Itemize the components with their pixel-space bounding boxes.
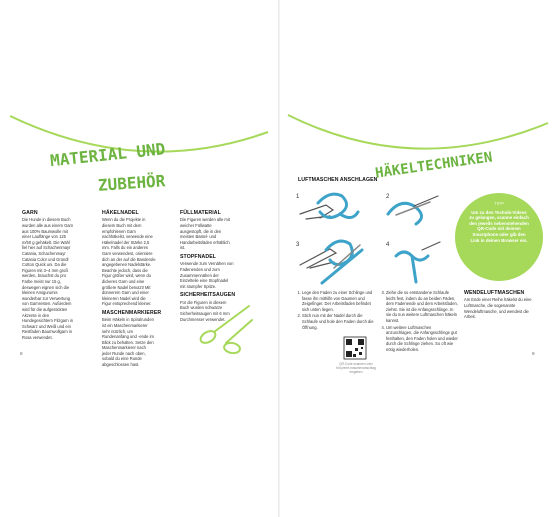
left-title-line1: MATERIAL UND — [49, 139, 167, 171]
heading-stopfnadel: STOPFNADEL — [180, 253, 217, 260]
step-1-text: 1. Lege den Faden zu einer Schlinge und fasse ihn mithilfe von Daumen und Zeigefinger. Der Arbeitsfaden befindet sich unten liegen. — [302, 290, 374, 312]
qr-code-icon — [344, 337, 366, 359]
step2-illustration — [300, 241, 362, 283]
step1-illustration — [300, 194, 358, 219]
step3-illustration — [388, 196, 438, 224]
heading-garn: GARN — [22, 210, 38, 216]
step1-number: 1 — [296, 194, 300, 200]
qr-note: QR-Code scannen oder bit.ly/emf-maschenanschlag eingeben — [336, 362, 376, 375]
heading-wendeluftmaschen: WENDELUFTMASCHEN — [464, 290, 525, 296]
steps-right-column — [378, 290, 458, 354]
right-title: HÄKELTECHNIKEN — [374, 149, 494, 182]
page-number-left: 8 — [20, 351, 23, 356]
text-haekelnadel: Wenn du die Projekte in diesem Buch mit dem empfohlenen Garn nachhäkelst, verwende eine Häkelnadel der Stärke 2,5 mm. Falls du ein anderes Garn verwendest, orientiere dich an der auf die Banderole angegebenen Nadelstärke. Beachte jedoch, dass die Figur größer wird, wenn du dickeres Garn und eine größere Nadel benutzt! Mit dünnerem Garn und einer kleineren Nadel wird die Figur entsprechend kleiner. — [102, 217, 156, 307]
step4-number: 4 — [386, 242, 390, 248]
heading-sicherheitsaugen: SICHERHEITSAUGEN — [180, 292, 236, 299]
step3-number: 2 — [386, 194, 390, 200]
heading-maschenmarkierer: MASCHENMARKIERER — [102, 309, 162, 316]
left-title-line2: ZUBEHÖR — [97, 171, 166, 195]
text-maschenmarkierer: Beim Häkeln in Spiralrunden ist ein Maschenmarkierer sehr nützlich, um Rundenanfang und -ende im Blick zu behalten. Setze den Maschenmarkierer nach jeder Runde nach oben, sobald du eine Runde abgeschlossen hast. — [102, 317, 154, 368]
text-garn: Die Hunde in diesem Buch wurden alle aus einem Garn aus 100% Baumwolle mit einer Lauflänge von 125 m/50 g gehäkelt. Die Wahl fiel hier auf Schachenmayr Catania, Schachenmayr Catania Color und Gründl Cotton Quick uni. Da die Figuren mit 3–4 mm groß werden, brauchst du pro Farbe meist nur 15 g, deswegen eignen sich die kleinen Amigurumis wunderbar zur Verwertung von Garnresten. Außerdem wird für die aufgestickten Akzente in den Hundegesichtern Filzgarn in Schwarz und Weiß und ein Restfaden Baumwollgarn in Rosa verwendet. — [22, 217, 74, 340]
column-wendeluftmaschen — [464, 290, 540, 323]
text-wendeluftmaschen: Am Ende einer Reihe häkelst du eine Luftmasche, die sogenannte Wendeluftmasche, und wendest die Arbeit. — [464, 297, 532, 320]
heading-fuellmaterial: FÜLLMATERIAL — [180, 210, 221, 216]
text-stopfnadel: Verwende zum Vernähen von Fadenenden und zum Zusammennähen der Einzelteile eine Stopfnadel mit stumpfer Spitze. — [180, 261, 234, 289]
step4-illustration — [396, 242, 440, 282]
step2-number: 3 — [296, 242, 300, 248]
column-fuellmaterial — [180, 210, 234, 325]
text-sicherheitsaugen: Für die Figuren in diesem Buch wurden schwarze Sicherheitsaugen mit 6 mm Durchmesser verwendet. — [180, 299, 230, 322]
tip-text: Um zu den Technik-Videos zu gelangen, scanne einfach den jeweils nebenstehenden QR-Code mit deinem Smartphone oder gib den Link in deinen Browser ein. — [469, 209, 529, 243]
heading-luftmaschen: LUFTMASCHEN ANSCHLAGEN — [298, 177, 378, 183]
step-4-text: 4. Um weitere Luftmaschen anzuschlagen, die Anfangsschlinge gut festhalten, den Faden holen und wieder durch die Schlinge ziehen. So oft wie nötig wiederholen. — [386, 325, 458, 353]
tip-label: TIPP — [494, 201, 504, 206]
step-2-text: 2. Stich nun mit der Nadel durch die Schlaufe und hole den Faden durch die Öffnung. — [302, 313, 374, 330]
page-number-right: 9 — [532, 351, 535, 356]
tip-badge — [455, 193, 543, 281]
right-title-arc — [288, 115, 548, 149]
heading-haekelnadel: HÄKELNADEL — [102, 210, 139, 216]
step-3-text: 3. Ziehe die so entstandene Schlaufe leicht fest, indem du an beiden Fäden, dem Fadenende und dem Arbeitsfaden, ziehst. Sie ist die Anfangsschlinge. In sie du nun weitere Luftmaschen häkeln kannst. — [386, 290, 458, 324]
steps-left-column — [294, 290, 374, 331]
text-fuellmaterial: Die Figuren werden alle mit weicher Füllwatte ausgestopft, die in den meisten Bastel- und Handarbeitsläden erhältlich ist. — [180, 217, 230, 251]
column-haekelnadel — [102, 210, 162, 371]
column-garn — [22, 210, 76, 343]
